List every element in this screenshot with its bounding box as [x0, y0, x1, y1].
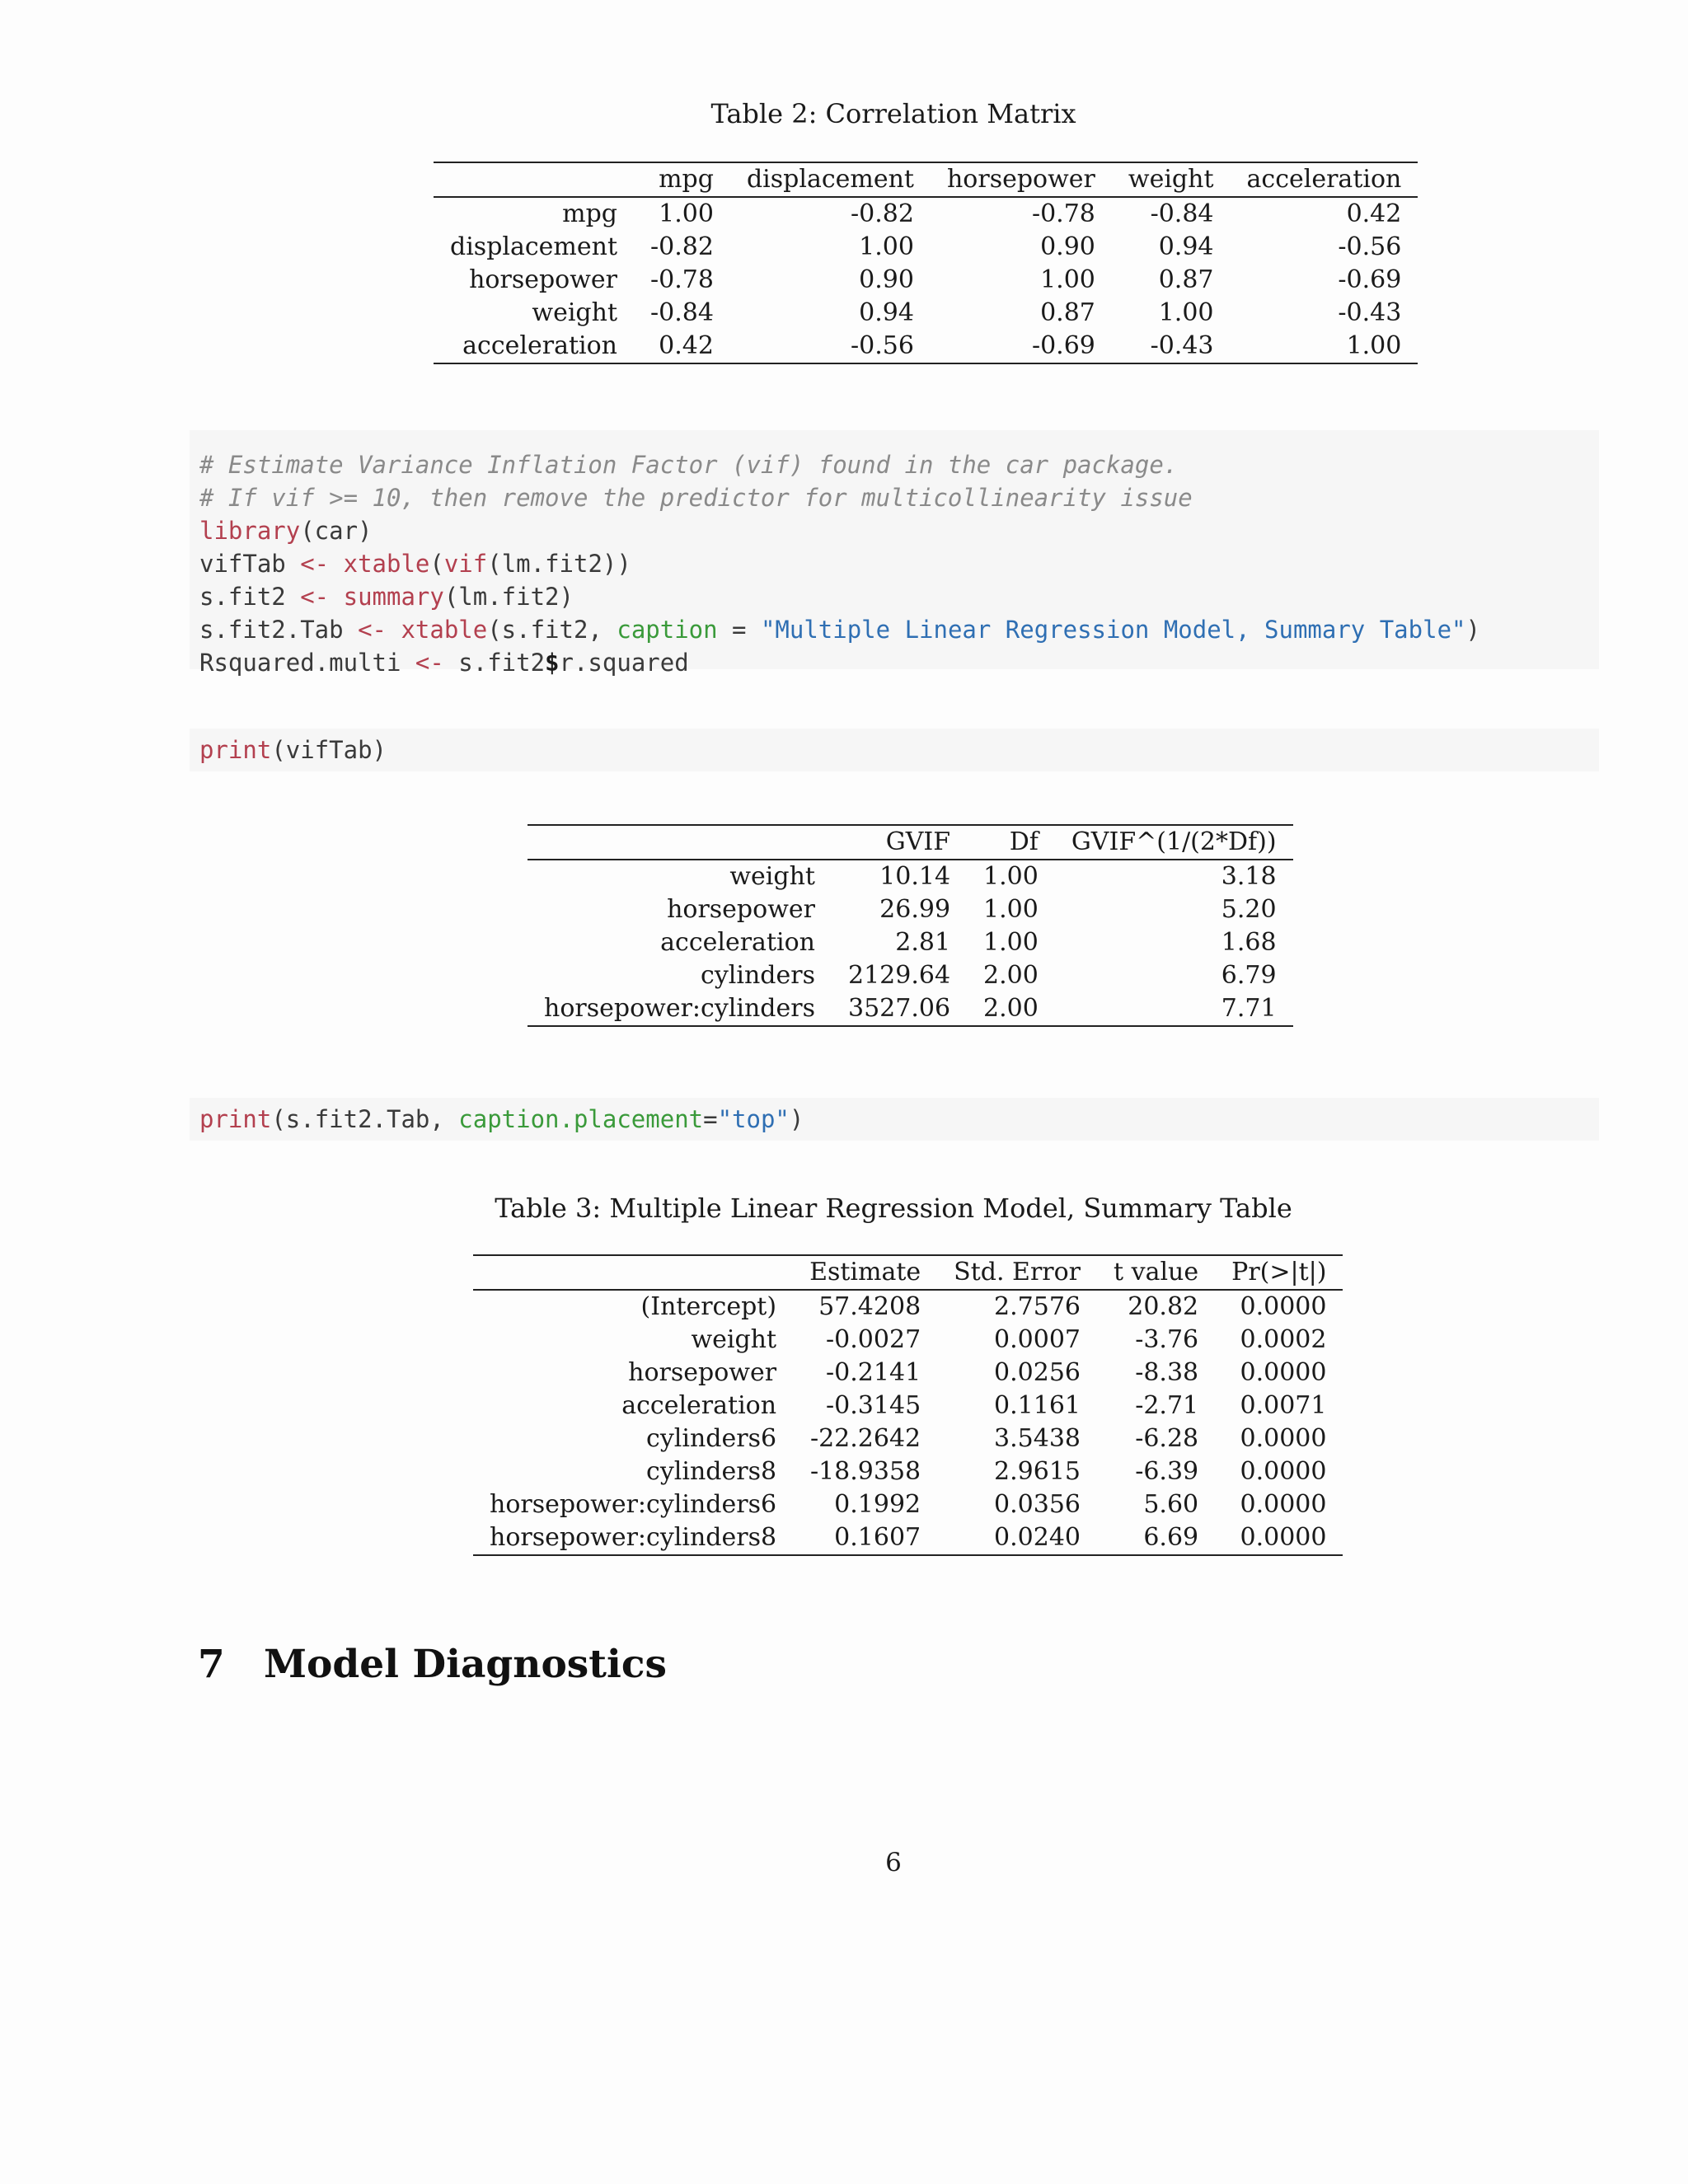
- row-label: displacement: [450, 232, 618, 261]
- column-header: mpg: [634, 162, 730, 197]
- table-cell: 0.1607: [834, 1523, 921, 1552]
- table-cell: 1.00: [983, 895, 1039, 924]
- code-function: library: [199, 517, 301, 545]
- code-dollar: $: [545, 649, 560, 677]
- code-text: (car): [300, 517, 373, 545]
- table-cell: 5.20: [1221, 895, 1277, 924]
- table-cell: 0.0000: [1240, 1490, 1327, 1519]
- code-text: r.squared: [559, 649, 689, 677]
- row-label: weight: [729, 862, 815, 891]
- table-cell: -0.78: [1031, 199, 1095, 228]
- table-cell: 0.87: [1158, 265, 1214, 294]
- row-label: weight: [691, 1325, 777, 1354]
- code-function: print: [199, 1105, 272, 1133]
- table-row: [473, 1324, 1343, 1357]
- table-cell: -0.2141: [826, 1358, 921, 1387]
- table-cell: 0.1992: [834, 1490, 921, 1519]
- table-cell: 1.00: [983, 928, 1039, 957]
- code-text: ): [789, 1105, 804, 1133]
- table-cell: -0.82: [650, 232, 714, 261]
- code-function: xtable: [401, 616, 488, 644]
- code-operator: <-: [300, 550, 330, 578]
- table-cell: 0.94: [1158, 232, 1214, 261]
- code-line: [199, 1103, 1589, 1136]
- code-text: (s.fit2.Tab,: [271, 1105, 459, 1133]
- table-row: [528, 959, 1293, 992]
- table-cell: 0.0000: [1240, 1358, 1327, 1387]
- code-line: [199, 733, 1589, 766]
- table-cell: 1.00: [1158, 298, 1214, 327]
- section-title: Model Diagnostics: [264, 1642, 667, 1687]
- column-header: horsepower: [931, 162, 1112, 197]
- correlation-matrix-table: [434, 162, 1418, 364]
- section-heading: [198, 1640, 667, 1690]
- table-cell: -6.28: [1135, 1424, 1199, 1453]
- code-text: (: [429, 550, 444, 578]
- code-string: "top": [717, 1105, 790, 1133]
- code-text: (vifTab): [271, 736, 387, 764]
- regression-summary-table: [473, 1254, 1343, 1556]
- table-cell: 0.42: [659, 331, 714, 360]
- code-function: vif: [443, 550, 488, 578]
- table-cell: 57.4208: [818, 1292, 921, 1321]
- code-text: s.fit2.Tab: [199, 616, 359, 644]
- code-argument: caption: [617, 616, 718, 644]
- column-header: Pr(>|t|): [1215, 1255, 1343, 1290]
- table-cell: 0.0071: [1240, 1391, 1327, 1420]
- row-label: cylinders8: [646, 1457, 777, 1486]
- table-cell: -0.56: [851, 331, 914, 360]
- table-cell: -8.38: [1135, 1358, 1199, 1387]
- vif-table: [528, 824, 1293, 1027]
- table-cell: 5.60: [1143, 1490, 1199, 1519]
- row-label: horsepower:cylinders: [544, 994, 815, 1023]
- table-row: [434, 197, 1418, 231]
- table-row: [473, 1488, 1343, 1521]
- table-header-row: [473, 1255, 1343, 1290]
- table-cell: 26.99: [879, 895, 951, 924]
- column-header: Df: [967, 825, 1055, 860]
- table-cell: 1.00: [1346, 331, 1402, 360]
- page-number: 6: [885, 1848, 902, 1877]
- table-cell: 1.00: [659, 199, 714, 228]
- section-number: 7: [198, 1642, 225, 1687]
- row-label: horsepower: [628, 1358, 777, 1387]
- table-cell: 6.79: [1221, 961, 1277, 990]
- code-line: [199, 646, 1589, 679]
- table-row: [434, 264, 1418, 297]
- code-chunk-print-vif: [190, 729, 1599, 771]
- code-text: (lm.fit2)): [487, 550, 631, 578]
- code-line: [199, 613, 1589, 646]
- column-header: GVIF: [832, 825, 967, 860]
- table-cell: 0.94: [859, 298, 914, 327]
- table-cell: -22.2642: [809, 1424, 921, 1453]
- table-cell: 0.1161: [994, 1391, 1081, 1420]
- table-cell: 0.90: [859, 265, 914, 294]
- table2-caption: Table 2: Correlation Matrix: [710, 98, 1076, 129]
- table-cell: 2129.64: [847, 961, 951, 990]
- table-cell: -0.69: [1031, 331, 1095, 360]
- table-cell: 20.82: [1128, 1292, 1199, 1321]
- table-cell: 2.00: [983, 994, 1039, 1023]
- table-row: [473, 1422, 1343, 1455]
- column-header: t value: [1097, 1255, 1215, 1290]
- table-row: [528, 926, 1293, 959]
- code-line: [199, 580, 1589, 613]
- table-cell: 1.68: [1221, 928, 1277, 957]
- table-row: [473, 1290, 1343, 1324]
- table-cell: -0.43: [1338, 298, 1402, 327]
- table-cell: 10.14: [879, 862, 951, 891]
- code-line: [199, 514, 1589, 547]
- code-chunk-vif: [190, 430, 1599, 677]
- table-cell: -2.71: [1135, 1391, 1199, 1420]
- code-text: s.fit2: [443, 649, 546, 677]
- code-line: [199, 547, 1589, 580]
- table-cell: 6.69: [1143, 1523, 1199, 1552]
- table-cell: 0.90: [1040, 232, 1095, 261]
- code-chunk-print-summary: [190, 1098, 1599, 1141]
- row-label: mpg: [562, 199, 618, 228]
- column-header: [528, 825, 832, 860]
- table-cell: 0.0356: [994, 1490, 1081, 1519]
- table-header-row: [528, 825, 1293, 860]
- table-row: [473, 1521, 1343, 1555]
- table-cell: 2.81: [895, 928, 951, 957]
- table-cell: -3.76: [1135, 1325, 1199, 1354]
- table-cell: -18.9358: [809, 1457, 921, 1486]
- column-header: GVIF^(1/(2*Df)): [1055, 825, 1293, 860]
- column-header: Std. Error: [937, 1255, 1097, 1290]
- code-function: print: [199, 736, 272, 764]
- table-cell: 0.0000: [1240, 1457, 1327, 1486]
- table-cell: -0.78: [650, 265, 714, 294]
- code-text: (lm.fit2): [443, 583, 574, 611]
- code-text: =: [703, 1105, 718, 1133]
- table-cell: 2.9615: [994, 1457, 1081, 1486]
- table-cell: -0.82: [851, 199, 914, 228]
- row-label: acceleration: [462, 331, 618, 360]
- table-cell: 1.00: [983, 862, 1039, 891]
- code-argument: caption.placement: [458, 1105, 704, 1133]
- column-header: [434, 162, 634, 197]
- code-comment: # Estimate Variance Inflation Factor (vif) found in the car package.: [199, 451, 1179, 479]
- code-text: ): [1465, 616, 1480, 644]
- table-cell: -0.69: [1338, 265, 1402, 294]
- row-label: horsepower:cylinders6: [490, 1490, 777, 1519]
- row-label: horsepower:cylinders8: [490, 1523, 777, 1552]
- table-row: [473, 1455, 1343, 1488]
- table-row: [528, 893, 1293, 926]
- code-text: (s.fit2,: [487, 616, 617, 644]
- code-function: xtable: [343, 550, 430, 578]
- code-text: vifTab: [199, 550, 301, 578]
- code-operator: <-: [300, 583, 330, 611]
- table-row: [528, 860, 1293, 893]
- table-cell: 0.42: [1346, 199, 1402, 228]
- code-text: [387, 616, 401, 644]
- column-header: Estimate: [793, 1255, 937, 1290]
- table-cell: -0.3145: [826, 1391, 921, 1420]
- code-operator: <-: [358, 616, 387, 644]
- code-text: Rsquared.multi: [199, 649, 415, 677]
- code-function: summary: [343, 583, 444, 611]
- code-comment: # If vif >= 10, then remove the predictor for multicollinearity issue: [199, 484, 1193, 512]
- table-cell: -0.84: [1150, 199, 1214, 228]
- table-cell: 1.00: [859, 232, 914, 261]
- table-cell: 3527.06: [847, 994, 951, 1023]
- table-row: [528, 992, 1293, 1026]
- row-label: horsepower: [667, 895, 815, 924]
- code-text: [329, 583, 343, 611]
- table-header-row: [434, 162, 1418, 197]
- column-header: weight: [1112, 162, 1231, 197]
- row-label: horsepower: [469, 265, 618, 294]
- table3-caption: Table 3: Multiple Linear Regression Model, Summary Table: [495, 1193, 1292, 1224]
- table-cell: 0.0256: [994, 1358, 1081, 1387]
- code-string: "Multiple Linear Regression Model, Summary Table": [760, 616, 1466, 644]
- table-cell: 0.0007: [994, 1325, 1081, 1354]
- table-row: [434, 330, 1418, 363]
- column-header: displacement: [730, 162, 931, 197]
- table-cell: 2.00: [983, 961, 1039, 990]
- column-header: acceleration: [1231, 162, 1418, 197]
- row-label: (Intercept): [640, 1292, 777, 1321]
- table-row: [434, 231, 1418, 264]
- row-label: cylinders6: [646, 1424, 777, 1453]
- table-cell: -0.43: [1150, 331, 1214, 360]
- table-cell: 1.00: [1040, 265, 1095, 294]
- row-label: acceleration: [660, 928, 815, 957]
- table-cell: 0.87: [1040, 298, 1095, 327]
- table-cell: -0.84: [650, 298, 714, 327]
- table-row: [473, 1390, 1343, 1422]
- row-label: cylinders: [701, 961, 815, 990]
- table-cell: 3.5438: [994, 1424, 1081, 1453]
- column-header: [473, 1255, 793, 1290]
- table-cell: 3.18: [1221, 862, 1277, 891]
- table-cell: -0.56: [1338, 232, 1402, 261]
- row-label: weight: [532, 298, 618, 327]
- row-label: acceleration: [621, 1391, 777, 1420]
- table-row: [434, 297, 1418, 330]
- table-cell: -6.39: [1135, 1457, 1199, 1486]
- table-cell: 0.0000: [1240, 1523, 1327, 1552]
- table-cell: 7.71: [1221, 994, 1277, 1023]
- code-operator: <-: [415, 649, 444, 677]
- table-row: [473, 1357, 1343, 1390]
- table-cell: 2.7576: [994, 1292, 1081, 1321]
- code-text: =: [717, 616, 761, 644]
- code-text: s.fit2: [199, 583, 301, 611]
- code-text: [329, 550, 343, 578]
- table-cell: 0.0002: [1240, 1325, 1327, 1354]
- table-cell: 0.0000: [1240, 1424, 1327, 1453]
- table-cell: -0.0027: [826, 1325, 921, 1354]
- table-cell: 0.0000: [1240, 1292, 1327, 1321]
- table-cell: 0.0240: [994, 1523, 1081, 1552]
